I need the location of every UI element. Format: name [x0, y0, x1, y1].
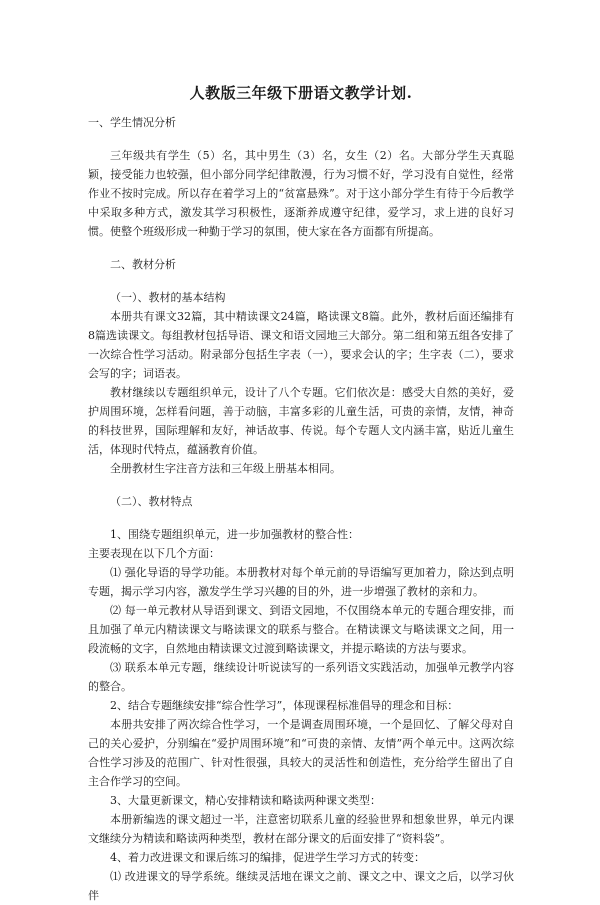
feature-3-heading: 3、大量更新课文，精心安排精读和略读两种课文类型：	[110, 794, 381, 807]
feature-1-subheading: 主要表现在以下几个方面：	[88, 547, 220, 560]
paragraph-student-analysis: 三年级共有学生（5）名，其中男生（3）名，女生（2）名。大部分学生天真聪颖，接受能力也较强，但小部分同学纪律散漫，行为习惯不好，学习没有自觉性，经常作业不按时完成。所以存在着学习上的“贫富悬殊”。对于这小部分学生有待于今后教学中采取多种方式，激发其学习积极性，逐渐养成遵守纪律，爱学习，求上进的良好习惯。使整个班级形成一种勤于学习的氛围，使大家在各方面都有所提高。	[88, 149, 514, 238]
feature-2-heading: 2、结合专题继续安排“综合性学习”，体现课程标准倡导的理念和目标：	[110, 699, 459, 712]
feature-2-paragraph: 本册共安排了两次综合性学习，一个是调查周围环境，一个是回忆、了解父母对自己的关心爱护，分别编在“爱护周围环境”和“可贵的亲情、友情”两个单元中。这两次综合性学习涉及的范围广、针对性很强，具较大的灵活性和创造性，充分给学生留出了自主合作学习的空间。	[88, 718, 514, 788]
feature-3-paragraph: 本册新编选的课文超过一半，注意密切联系儿童的经验世界和想象世界，单元内课文继续分为精读和略读两种类型，教材在部分课文的后面安排了“资料袋”。	[88, 813, 514, 845]
document-title: 人教版三年级下册语文教学计划.	[189, 84, 413, 102]
feature-4-heading: 4、着力改进课文和课后练习的编排，促进学生学习方式的转变：	[110, 851, 425, 864]
paragraph-structure-1: 本册共有课文32篇，其中精读课文24篇，略读课文8篇。此外，教材后面还编排有8篇选读课文。每组教材包括导语、课文和语文园地三大部分。第二组和第五组各安排了一次综合性学习活动。附录部分包括生字表（一），要求会认的字；生字表（二），要求会写的字；词语表。	[88, 310, 514, 380]
paragraph-structure-3: 全册教材生字注音方法和三年级上册基本相同。	[110, 462, 341, 475]
section-heading-student-analysis: 一、学生情况分析	[88, 116, 176, 129]
subsection-heading-basic-structure: （一）、教材的基本结构	[110, 291, 226, 304]
feature-4-item-1: ⑴ 改进课文的导学系统。继续灵活地在课文之前、课文之中、课文之后，以学习伙伴	[88, 870, 514, 902]
section-heading-textbook-analysis: 二、教材分析	[110, 258, 176, 271]
subsection-heading-features: （二）、教材特点	[110, 495, 193, 508]
feature-1-item-1: ⑴ 强化导语的导学功能。本册教材对每个单元前的导语编写更加着力，除达到点明专题，揭示学习内容，激发学生学习兴趣的目的外，进一步增强了教材的亲和力。	[88, 566, 514, 598]
paragraph-structure-2: 教材继续以专题组织单元，设计了八个专题。它们依次是：感受大自然的美好，爱护周围环境，怎样看问题，善于动脑，丰富多彩的儿童生活，可贵的亲情，友情，神奇的科技世界，国际理解和友好，神话故事、传说。每个专题人文内涵丰富，贴近儿童生活，体现时代特点，蕴涵教育价值。	[88, 386, 514, 456]
feature-1-heading: 1、围绕专题组织单元，进一步加强教材的整合性：	[110, 528, 359, 541]
document-page	[88, 82, 514, 905]
feature-1-item-2: ⑵ 每一单元教材从导语到课文、到语文园地，不仅围绕本单元的专题合理安排，而且加强了单元内精读课文与略读课文的联系与整合。在精读课文与略读课文之间，用一段流畅的文字，自然地由精读课文过渡到略读课文，并提示略读的方法与要求。	[88, 604, 514, 655]
feature-1-item-3: ⑶ 联系本单元专题，继续设计听说读写的一系列语文实践活动，加强单元教学内容的整合。	[88, 661, 514, 693]
